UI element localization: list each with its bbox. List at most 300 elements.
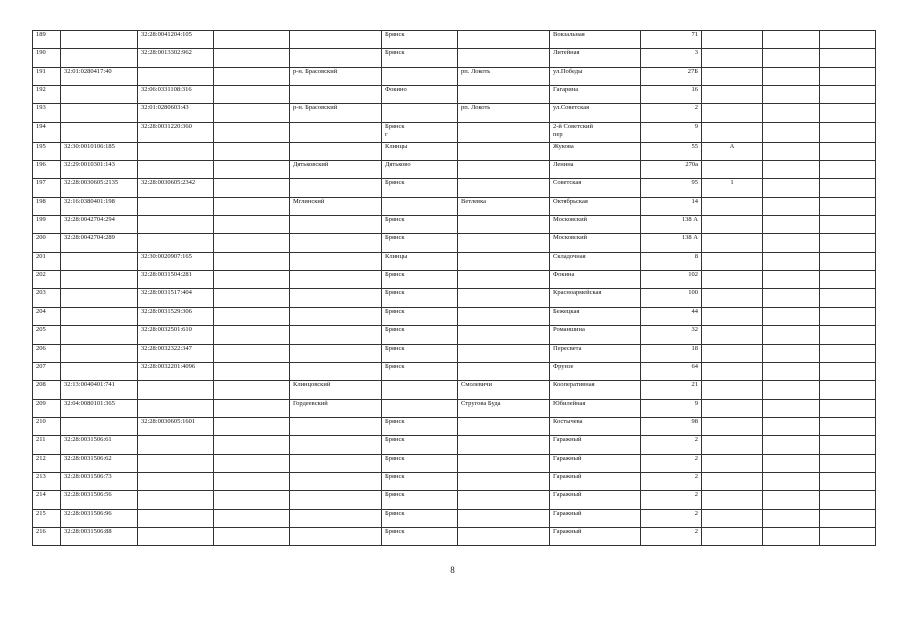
cell-blank bbox=[763, 216, 820, 234]
cell-building bbox=[702, 417, 763, 435]
cell-street: 2-й Советский пер bbox=[550, 122, 641, 142]
cell-cadastral-number-1 bbox=[61, 289, 138, 307]
cell-blank bbox=[214, 399, 290, 417]
cell-blank bbox=[763, 381, 820, 399]
cell-district bbox=[290, 31, 382, 49]
cell-cadastral-number-1: 32:28:0031506:88 bbox=[61, 527, 138, 545]
cell-blank bbox=[214, 31, 290, 49]
cell-cadastral-number-1: 32:16:0380401:198 bbox=[61, 197, 138, 215]
cell-blank bbox=[214, 454, 290, 472]
cell-blank bbox=[214, 491, 290, 509]
cell-district: Мглинский bbox=[290, 197, 382, 215]
cell-cadastral-number-2: 32:28:0031504:281 bbox=[138, 271, 214, 289]
cell-cadastral-number-2 bbox=[138, 381, 214, 399]
cell-building bbox=[702, 454, 763, 472]
cell-town: Брянск bbox=[382, 344, 458, 362]
cell-house-number: 100 bbox=[641, 289, 702, 307]
cell-blank bbox=[763, 31, 820, 49]
cell-settlement: рп. Локоть bbox=[458, 104, 550, 122]
table-row bbox=[33, 179, 876, 197]
cell-town: Клинцы bbox=[382, 142, 458, 160]
cell-blank bbox=[820, 472, 876, 490]
cell-street: Ленина bbox=[550, 161, 641, 179]
cell-row-number: 195 bbox=[33, 142, 61, 160]
cell-blank bbox=[214, 307, 290, 325]
cell-town bbox=[382, 399, 458, 417]
cell-cadastral-number-2: 32:28:0030605:2342 bbox=[138, 179, 214, 197]
cell-blank bbox=[820, 417, 876, 435]
cell-blank bbox=[214, 381, 290, 399]
cell-cadastral-number-1 bbox=[61, 307, 138, 325]
cell-cadastral-number-2 bbox=[138, 142, 214, 160]
table-row bbox=[33, 86, 876, 104]
cell-blank bbox=[214, 142, 290, 160]
cell-cadastral-number-2 bbox=[138, 234, 214, 252]
cell-town: Брянск bbox=[382, 472, 458, 490]
cell-street: Гаражный bbox=[550, 472, 641, 490]
cell-row-number: 190 bbox=[33, 49, 61, 67]
cell-district bbox=[290, 307, 382, 325]
cell-district: р-н. Брасовский bbox=[290, 104, 382, 122]
cell-building bbox=[702, 234, 763, 252]
cell-blank bbox=[214, 179, 290, 197]
cell-building bbox=[702, 252, 763, 270]
cell-blank bbox=[820, 307, 876, 325]
cell-settlement: Ветлевка bbox=[458, 197, 550, 215]
cell-street: Костычева bbox=[550, 417, 641, 435]
cell-town: Брянск bbox=[382, 527, 458, 545]
cell-cadastral-number-2 bbox=[138, 216, 214, 234]
cell-street: Гаражный bbox=[550, 454, 641, 472]
cell-blank bbox=[763, 289, 820, 307]
cell-house-number: 21 bbox=[641, 381, 702, 399]
cell-town: Брянск bbox=[382, 509, 458, 527]
cell-cadastral-number-1: 32:29:0010301:143 bbox=[61, 161, 138, 179]
cell-cadastral-number-2: 32:28:0031517:404 bbox=[138, 289, 214, 307]
cell-blank bbox=[214, 527, 290, 545]
cell-blank bbox=[763, 307, 820, 325]
cell-blank bbox=[763, 179, 820, 197]
cell-street: Гаражный bbox=[550, 527, 641, 545]
cell-cadastral-number-2 bbox=[138, 197, 214, 215]
cell-blank bbox=[214, 344, 290, 362]
cell-cadastral-number-1 bbox=[61, 344, 138, 362]
cell-cadastral-number-1 bbox=[61, 31, 138, 49]
cell-town bbox=[382, 197, 458, 215]
cell-cadastral-number-1: 32:28:0042704:294 bbox=[61, 216, 138, 234]
cell-blank bbox=[763, 161, 820, 179]
cell-town: Брянск bbox=[382, 454, 458, 472]
table-row bbox=[33, 234, 876, 252]
cell-blank bbox=[763, 344, 820, 362]
cell-settlement bbox=[458, 161, 550, 179]
cell-house-number: 3 bbox=[641, 49, 702, 67]
cell-blank bbox=[763, 436, 820, 454]
cell-building bbox=[702, 436, 763, 454]
cell-cadastral-number-2 bbox=[138, 67, 214, 85]
cell-town: Брянск bbox=[382, 289, 458, 307]
cell-building bbox=[702, 527, 763, 545]
table-body bbox=[33, 31, 876, 546]
cell-settlement bbox=[458, 86, 550, 104]
cell-street: Гаражный bbox=[550, 491, 641, 509]
cell-row-number: 194 bbox=[33, 122, 61, 142]
cell-street: Складочная bbox=[550, 252, 641, 270]
cell-blank bbox=[214, 216, 290, 234]
cell-settlement bbox=[458, 216, 550, 234]
cell-house-number: 8 bbox=[641, 252, 702, 270]
cell-row-number: 212 bbox=[33, 454, 61, 472]
cell-row-number: 200 bbox=[33, 234, 61, 252]
cell-blank bbox=[820, 271, 876, 289]
cell-town: Брянск bbox=[382, 326, 458, 344]
cell-row-number: 208 bbox=[33, 381, 61, 399]
cell-cadastral-number-2 bbox=[138, 399, 214, 417]
cell-blank bbox=[820, 399, 876, 417]
cell-row-number: 193 bbox=[33, 104, 61, 122]
cell-blank bbox=[820, 122, 876, 142]
cell-blank bbox=[820, 142, 876, 160]
cell-house-number: 71 bbox=[641, 31, 702, 49]
cell-district bbox=[290, 472, 382, 490]
cell-district: р-н. Брасовский bbox=[290, 67, 382, 85]
cell-building bbox=[702, 362, 763, 380]
cell-settlement bbox=[458, 527, 550, 545]
table-row bbox=[33, 509, 876, 527]
table-row bbox=[33, 271, 876, 289]
cell-building bbox=[702, 399, 763, 417]
cell-cadastral-number-2: 32:28:0032322:347 bbox=[138, 344, 214, 362]
cell-street: Жукова bbox=[550, 142, 641, 160]
cell-house-number: 2 bbox=[641, 491, 702, 509]
table-row bbox=[33, 417, 876, 435]
cell-row-number: 197 bbox=[33, 179, 61, 197]
cell-street: Фрунзе bbox=[550, 362, 641, 380]
cell-cadastral-number-1 bbox=[61, 122, 138, 142]
cell-building bbox=[702, 216, 763, 234]
cell-town: Брянск bbox=[382, 49, 458, 67]
cell-house-number: 102 bbox=[641, 271, 702, 289]
cell-blank bbox=[214, 271, 290, 289]
cell-district bbox=[290, 122, 382, 142]
cell-blank bbox=[214, 197, 290, 215]
cell-row-number: 207 bbox=[33, 362, 61, 380]
cell-district: Гордеевский bbox=[290, 399, 382, 417]
cell-town: Брянск bbox=[382, 216, 458, 234]
cell-cadastral-number-2: 32:01:0280603:43 bbox=[138, 104, 214, 122]
cell-street: Вокзальная bbox=[550, 31, 641, 49]
cell-blank bbox=[820, 234, 876, 252]
cell-blank bbox=[820, 216, 876, 234]
cell-street: Московский bbox=[550, 216, 641, 234]
cell-blank bbox=[820, 326, 876, 344]
registry-table bbox=[32, 30, 876, 546]
table-row bbox=[33, 399, 876, 417]
cell-building bbox=[702, 381, 763, 399]
cell-blank bbox=[820, 67, 876, 85]
cell-street: Бежецкая bbox=[550, 307, 641, 325]
cell-cadastral-number-1 bbox=[61, 326, 138, 344]
cell-settlement bbox=[458, 142, 550, 160]
cell-row-number: 196 bbox=[33, 161, 61, 179]
cell-building bbox=[702, 161, 763, 179]
cell-cadastral-number-1 bbox=[61, 417, 138, 435]
cell-blank bbox=[214, 161, 290, 179]
cell-row-number: 211 bbox=[33, 436, 61, 454]
cell-town: Брянск bbox=[382, 362, 458, 380]
cell-blank bbox=[763, 472, 820, 490]
cell-town: Фокино bbox=[382, 86, 458, 104]
cell-row-number: 202 bbox=[33, 271, 61, 289]
cell-district bbox=[290, 509, 382, 527]
cell-blank bbox=[214, 122, 290, 142]
cell-row-number: 192 bbox=[33, 86, 61, 104]
cell-blank bbox=[820, 436, 876, 454]
cell-settlement bbox=[458, 179, 550, 197]
cell-house-number: 2 bbox=[641, 104, 702, 122]
cell-house-number: 138 А bbox=[641, 216, 702, 234]
cell-settlement: рп. Локоть bbox=[458, 67, 550, 85]
cell-row-number: 204 bbox=[33, 307, 61, 325]
cell-blank bbox=[763, 252, 820, 270]
cell-town: Дятьково bbox=[382, 161, 458, 179]
table-row bbox=[33, 31, 876, 49]
cell-settlement bbox=[458, 472, 550, 490]
cell-blank bbox=[214, 86, 290, 104]
table-row bbox=[33, 454, 876, 472]
cell-blank bbox=[214, 289, 290, 307]
cell-street: ул.Советская bbox=[550, 104, 641, 122]
cell-blank bbox=[214, 472, 290, 490]
cell-district bbox=[290, 527, 382, 545]
table-row bbox=[33, 381, 876, 399]
cell-blank bbox=[763, 49, 820, 67]
cell-cadastral-number-1 bbox=[61, 86, 138, 104]
cell-town: Брянск bbox=[382, 417, 458, 435]
cell-cadastral-number-2 bbox=[138, 161, 214, 179]
cell-town bbox=[382, 104, 458, 122]
cell-row-number: 216 bbox=[33, 527, 61, 545]
cell-blank bbox=[214, 509, 290, 527]
cell-house-number: 138 А bbox=[641, 234, 702, 252]
cell-district bbox=[290, 86, 382, 104]
cell-settlement bbox=[458, 271, 550, 289]
cell-row-number: 213 bbox=[33, 472, 61, 490]
cell-house-number: 2 bbox=[641, 527, 702, 545]
cell-district bbox=[290, 326, 382, 344]
cell-cadastral-number-1: 32:01:0280417:40 bbox=[61, 67, 138, 85]
cell-row-number: 198 bbox=[33, 197, 61, 215]
cell-house-number: 2 bbox=[641, 436, 702, 454]
cell-town: Брянск bbox=[382, 491, 458, 509]
cell-building bbox=[702, 122, 763, 142]
cell-district bbox=[290, 216, 382, 234]
cell-building bbox=[702, 509, 763, 527]
table-row bbox=[33, 216, 876, 234]
cell-settlement bbox=[458, 122, 550, 142]
cell-cadastral-number-1 bbox=[61, 252, 138, 270]
table-row bbox=[33, 252, 876, 270]
cell-cadastral-number-1: 32:28:0031506:61 bbox=[61, 436, 138, 454]
cell-building: 1 bbox=[702, 179, 763, 197]
cell-blank bbox=[820, 509, 876, 527]
cell-house-number: 18 bbox=[641, 344, 702, 362]
cell-blank bbox=[214, 67, 290, 85]
cell-settlement bbox=[458, 31, 550, 49]
cell-settlement bbox=[458, 509, 550, 527]
cell-blank bbox=[820, 179, 876, 197]
cell-row-number: 201 bbox=[33, 252, 61, 270]
cell-blank bbox=[214, 252, 290, 270]
cell-blank bbox=[820, 491, 876, 509]
cell-house-number: 27Б bbox=[641, 67, 702, 85]
cell-building bbox=[702, 289, 763, 307]
cell-district bbox=[290, 454, 382, 472]
cell-town: Брянск г bbox=[382, 122, 458, 142]
cell-street: Советская bbox=[550, 179, 641, 197]
cell-cadastral-number-2 bbox=[138, 454, 214, 472]
cell-street: Фокина bbox=[550, 271, 641, 289]
cell-house-number: 9 bbox=[641, 122, 702, 142]
table-row bbox=[33, 436, 876, 454]
page-number: 8 bbox=[450, 565, 455, 575]
cell-row-number: 215 bbox=[33, 509, 61, 527]
cell-blank bbox=[763, 454, 820, 472]
cell-town: Брянск bbox=[382, 179, 458, 197]
cell-blank bbox=[214, 326, 290, 344]
cell-district bbox=[290, 436, 382, 454]
cell-cadastral-number-2: 32:28:0031529:306 bbox=[138, 307, 214, 325]
table-row bbox=[33, 326, 876, 344]
cell-blank bbox=[763, 417, 820, 435]
table-row bbox=[33, 142, 876, 160]
cell-street: ул.Победы bbox=[550, 67, 641, 85]
cell-row-number: 191 bbox=[33, 67, 61, 85]
cell-blank bbox=[763, 234, 820, 252]
cell-building bbox=[702, 197, 763, 215]
cell-building bbox=[702, 104, 763, 122]
cell-house-number: 64 bbox=[641, 362, 702, 380]
cell-row-number: 205 bbox=[33, 326, 61, 344]
cell-blank bbox=[763, 86, 820, 104]
cell-cadastral-number-2: 32:28:0041204:105 bbox=[138, 31, 214, 49]
cell-blank bbox=[820, 362, 876, 380]
cell-street: Октябрьская bbox=[550, 197, 641, 215]
cell-cadastral-number-2 bbox=[138, 491, 214, 509]
cell-row-number: 210 bbox=[33, 417, 61, 435]
cell-blank bbox=[214, 104, 290, 122]
cell-town: Брянск bbox=[382, 307, 458, 325]
cell-building bbox=[702, 67, 763, 85]
cell-blank bbox=[763, 491, 820, 509]
cell-cadastral-number-1: 32:28:0030605:2135 bbox=[61, 179, 138, 197]
cell-building bbox=[702, 307, 763, 325]
cell-district bbox=[290, 49, 382, 67]
cell-building bbox=[702, 31, 763, 49]
cell-district bbox=[290, 362, 382, 380]
cell-cadastral-number-2: 32:28:0031220:360 bbox=[138, 122, 214, 142]
cell-house-number: 2 bbox=[641, 454, 702, 472]
cell-cadastral-number-1 bbox=[61, 362, 138, 380]
table-row bbox=[33, 289, 876, 307]
cell-blank bbox=[820, 49, 876, 67]
cell-blank bbox=[763, 362, 820, 380]
cell-blank bbox=[820, 289, 876, 307]
cell-row-number: 199 bbox=[33, 216, 61, 234]
cell-blank bbox=[820, 104, 876, 122]
cell-cadastral-number-1: 32:28:0042704:289 bbox=[61, 234, 138, 252]
cell-cadastral-number-2: 32:28:0030605:1601 bbox=[138, 417, 214, 435]
cell-blank bbox=[820, 161, 876, 179]
cell-cadastral-number-1: 32:28:0031506:62 bbox=[61, 454, 138, 472]
cell-house-number: 44 bbox=[641, 307, 702, 325]
cell-settlement bbox=[458, 436, 550, 454]
cell-house-number: 95 bbox=[641, 179, 702, 197]
cell-cadastral-number-2 bbox=[138, 472, 214, 490]
cell-street: Гаражный bbox=[550, 509, 641, 527]
cell-street: Гагарина bbox=[550, 86, 641, 104]
table-row bbox=[33, 67, 876, 85]
cell-blank bbox=[214, 436, 290, 454]
cell-blank bbox=[763, 509, 820, 527]
cell-cadastral-number-2: 32:30:0020907:165 bbox=[138, 252, 214, 270]
cell-district: Клинцовский bbox=[290, 381, 382, 399]
cell-blank bbox=[763, 399, 820, 417]
cell-cadastral-number-2: 32:28:0032501:610 bbox=[138, 326, 214, 344]
cell-blank bbox=[763, 271, 820, 289]
cell-blank bbox=[820, 381, 876, 399]
cell-cadastral-number-1: 32:28:0031506:96 bbox=[61, 509, 138, 527]
cell-building: А bbox=[702, 142, 763, 160]
cell-cadastral-number-2: 32:28:0013302:962 bbox=[138, 49, 214, 67]
cell-town bbox=[382, 67, 458, 85]
cell-row-number: 209 bbox=[33, 399, 61, 417]
cell-cadastral-number-2: 32:06:0331108:316 bbox=[138, 86, 214, 104]
cell-cadastral-number-2 bbox=[138, 436, 214, 454]
cell-street: Кооперативная bbox=[550, 381, 641, 399]
cell-district bbox=[290, 271, 382, 289]
table-row bbox=[33, 104, 876, 122]
cell-blank bbox=[763, 104, 820, 122]
cell-row-number: 189 bbox=[33, 31, 61, 49]
cell-house-number: 9 bbox=[641, 399, 702, 417]
cell-district: Дятьковский bbox=[290, 161, 382, 179]
cell-blank bbox=[214, 234, 290, 252]
cell-house-number: 14 bbox=[641, 197, 702, 215]
cell-cadastral-number-1: 32:13:0040401:741 bbox=[61, 381, 138, 399]
cell-blank bbox=[820, 252, 876, 270]
cell-street: Литейная bbox=[550, 49, 641, 67]
table-row bbox=[33, 344, 876, 362]
cell-district bbox=[290, 417, 382, 435]
cell-settlement bbox=[458, 307, 550, 325]
cell-house-number: 16 bbox=[641, 86, 702, 104]
cell-blank bbox=[763, 527, 820, 545]
table-row bbox=[33, 491, 876, 509]
cell-building bbox=[702, 86, 763, 104]
table-row bbox=[33, 49, 876, 67]
cell-street: Юбилейная bbox=[550, 399, 641, 417]
cell-settlement bbox=[458, 289, 550, 307]
cell-cadastral-number-1 bbox=[61, 49, 138, 67]
cell-blank bbox=[763, 326, 820, 344]
cell-street: Гаражный bbox=[550, 436, 641, 454]
cell-building bbox=[702, 472, 763, 490]
cell-district bbox=[290, 234, 382, 252]
cell-settlement bbox=[458, 417, 550, 435]
cell-blank bbox=[763, 142, 820, 160]
cell-district bbox=[290, 289, 382, 307]
